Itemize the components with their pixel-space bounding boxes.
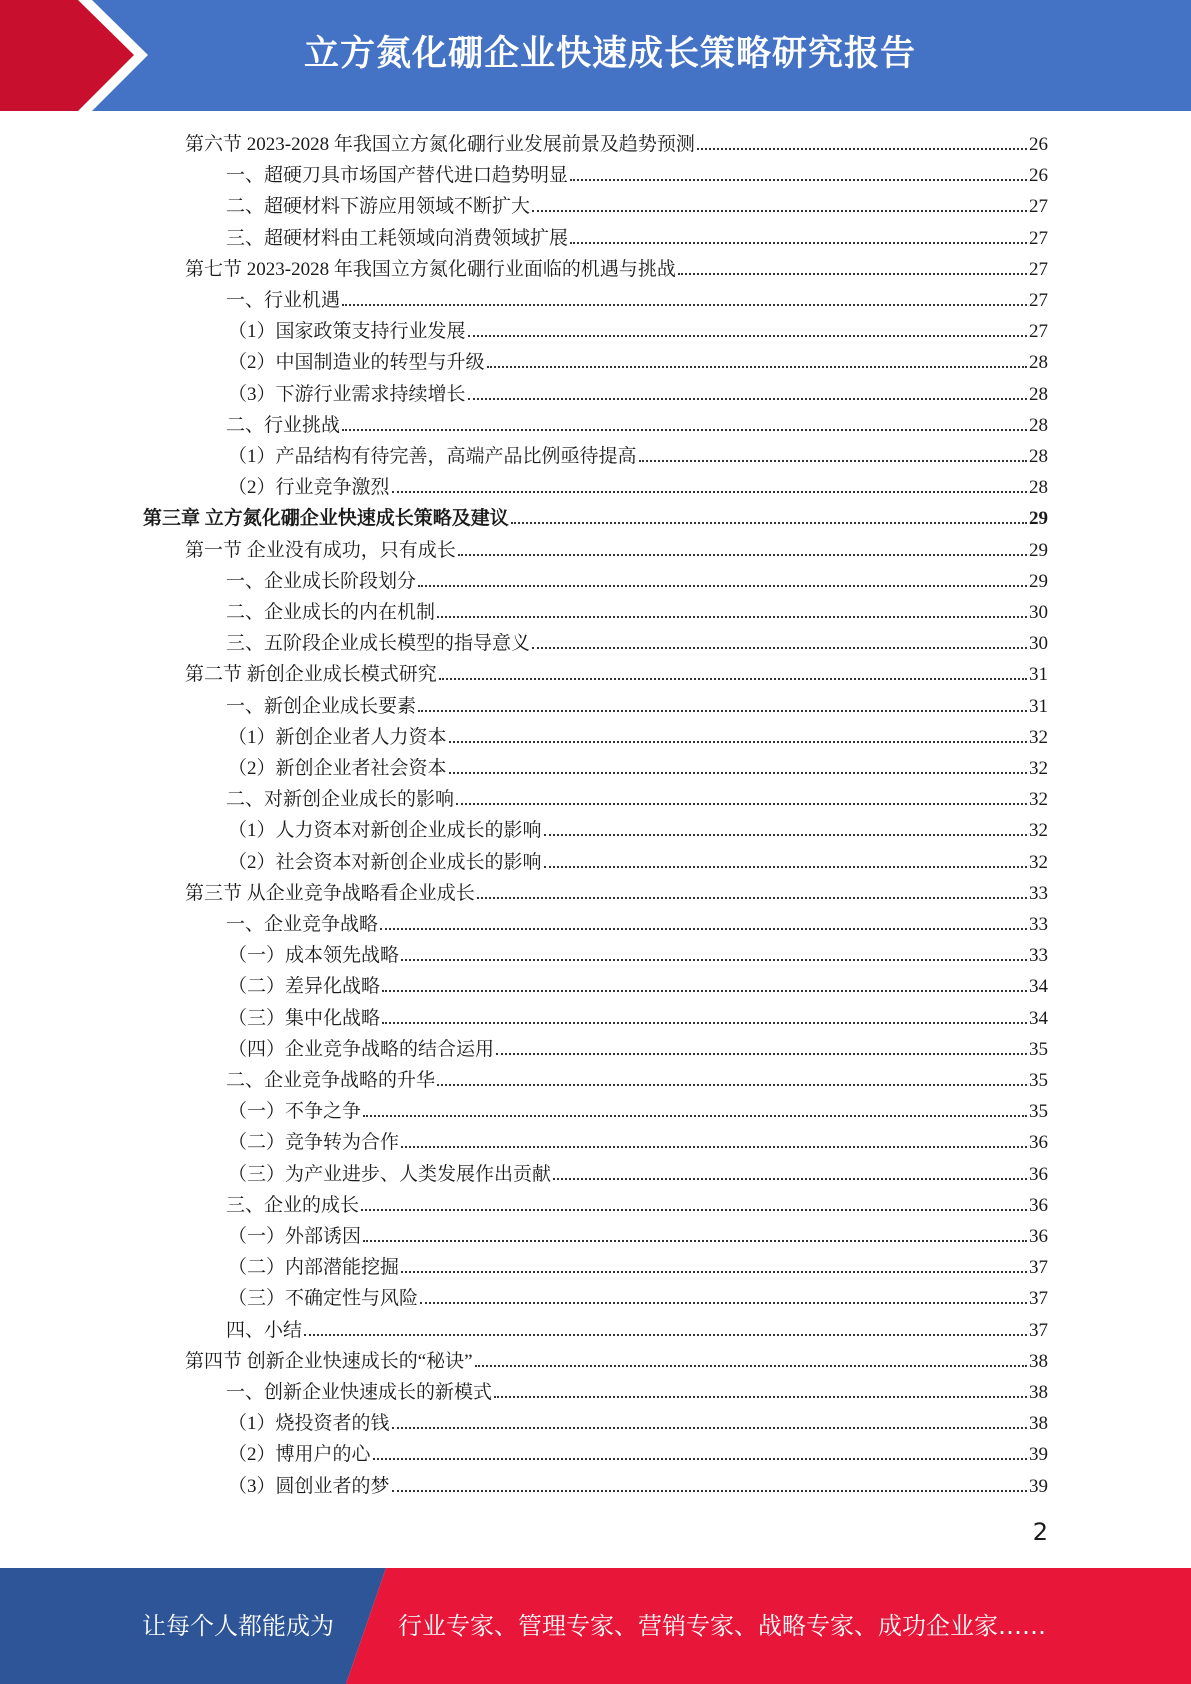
toc-entry-label: （1）新创企业者人力资本: [228, 726, 447, 748]
toc-entry-label: 第二节 新创企业成长模式研究: [185, 664, 437, 686]
toc-entry-page: 35: [1029, 1038, 1048, 1060]
toc-entry[interactable]: [228, 750, 1048, 780]
toc-entry[interactable]: [228, 812, 1048, 842]
footer-slogan-right: 行业专家、管理专家、营销专家、战略专家、成功企业家……: [398, 1612, 1046, 1640]
toc-entry[interactable]: [228, 1405, 1048, 1435]
toc-dot-leader: [475, 1365, 1027, 1367]
toc-entry-page: 33: [1029, 945, 1048, 967]
toc-dot-leader: [456, 803, 1027, 805]
toc-entry-label: 二、超硬材料下游应用领域不断扩大: [226, 196, 531, 218]
toc-entry-label: 第一节 企业没有成功，只有成长: [185, 539, 456, 561]
toc-entry-page: 39: [1029, 1444, 1048, 1466]
page-number: 2: [1032, 1518, 1048, 1546]
toc-entry[interactable]: [228, 469, 1048, 499]
toc-entry-label: （一）外部诱因: [228, 1226, 362, 1247]
toc-entry-page: 36: [1029, 1163, 1048, 1185]
toc-dot-leader: [304, 1334, 1027, 1336]
toc-entry-page: 31: [1029, 695, 1048, 717]
toc-entry-page: 33: [1029, 914, 1048, 935]
toc-entry-page: 37: [1029, 1319, 1048, 1341]
toc-dot-leader: [468, 398, 1027, 400]
toc-entry-label: 二、企业竞争战略的升华: [226, 1070, 436, 1091]
toc-entry-label: （一）成本领先战略: [228, 945, 400, 967]
toc-entry[interactable]: [228, 1124, 1048, 1154]
toc-entry[interactable]: [185, 1343, 1048, 1373]
toc-entry[interactable]: [228, 1280, 1048, 1310]
toc-dot-leader: [380, 928, 1027, 930]
toc-entry[interactable]: [226, 1187, 1048, 1217]
toc-entry-label: （三）不确定性与风险: [228, 1288, 419, 1310]
toc-entry-page: 33: [1029, 882, 1048, 904]
toc-entry-page: 27: [1029, 196, 1048, 218]
toc-entry[interactable]: [226, 1312, 1048, 1342]
toc-entry[interactable]: [226, 1062, 1048, 1092]
toc-dot-leader: [392, 491, 1027, 493]
toc-entry[interactable]: [228, 968, 1048, 998]
toc-entry-label: 一、创新企业快速成长的新模式: [226, 1382, 493, 1403]
toc-entry[interactable]: [228, 1436, 1048, 1466]
toc-entry-label: （1）产品结构有待完善，高端产品比例亟待提高: [228, 446, 637, 467]
toc-entry[interactable]: [228, 1156, 1048, 1186]
report-title: 立方氮化硼企业快速成长策略研究报告: [303, 34, 916, 74]
toc-dot-leader: [697, 148, 1027, 150]
toc-entry-label: 一、行业机遇: [226, 290, 341, 311]
toc-entry-page: 27: [1029, 258, 1048, 280]
toc-entry[interactable]: [228, 1249, 1048, 1279]
toc-dot-leader: [678, 273, 1027, 275]
toc-dot-leader: [363, 1240, 1027, 1242]
toc-entry[interactable]: [228, 313, 1048, 343]
toc-dot-leader: [511, 522, 1027, 524]
toc-entry-page: 37: [1029, 1257, 1048, 1279]
toc-entry-label: （2）新创企业者社会资本: [228, 758, 447, 779]
toc-entry-label: 三、五阶段企业成长模型的指导意义: [226, 633, 531, 655]
toc-entry[interactable]: [226, 594, 1048, 624]
toc-entry-page: 26: [1029, 134, 1048, 155]
toc-entry-label: （三）集中化战略: [228, 1007, 381, 1029]
toc-dot-leader: [420, 1302, 1027, 1304]
toc-entry-label: （二）竞争转为合作: [228, 1132, 400, 1154]
toc-entry-label: 第六节 2023-2028 年我国立方氮化硼行业发展前景及趋势预测: [185, 134, 695, 155]
toc-entry-page: 32: [1029, 820, 1048, 842]
toc-dot-leader: [437, 1084, 1027, 1086]
toc-entry[interactable]: [228, 344, 1048, 374]
toc-entry-page: 28: [1029, 352, 1048, 374]
toc-entry[interactable]: [226, 282, 1048, 312]
toc-entry[interactable]: [228, 376, 1048, 406]
toc-entry-page: 26: [1029, 165, 1048, 187]
toc-entry-page: 32: [1029, 726, 1048, 748]
toc-dot-leader: [418, 585, 1027, 587]
toc-dot-leader: [494, 1396, 1027, 1398]
toc-entry[interactable]: [228, 1468, 1048, 1498]
toc-entry-label: 第四节 创新企业快速成长的“秘诀”: [185, 1350, 473, 1372]
toc-dot-leader: [437, 616, 1027, 618]
toc-dot-leader: [570, 242, 1027, 244]
toc-entry-label: 三、企业的成长: [226, 1194, 360, 1216]
toc-entry-label: （2）行业竞争激烈: [228, 477, 390, 499]
toc-entry-label: 一、新创企业成长要素: [226, 695, 417, 717]
toc-dot-leader: [553, 1178, 1027, 1180]
toc-entry[interactable]: [228, 1218, 1048, 1248]
toc-dot-leader: [373, 1458, 1027, 1460]
toc-entry-page: 28: [1029, 383, 1048, 405]
toc-entry-page: 27: [1029, 321, 1048, 343]
toc-entry[interactable]: [226, 1374, 1048, 1404]
toc-entry-label: 二、对新创企业成长的影响: [226, 789, 455, 811]
toc-dot-leader: [382, 1022, 1027, 1024]
toc-entry-page: 38: [1029, 1382, 1048, 1403]
toc-entry[interactable]: [228, 438, 1048, 468]
toc-entry[interactable]: [226, 625, 1048, 655]
toc-entry[interactable]: [226, 563, 1048, 593]
toc-entry-label: 第七节 2023-2028 年我国立方氮化硼行业面临的机遇与挑战: [185, 258, 676, 280]
toc-entry-label: 四、小结: [226, 1319, 303, 1341]
toc-entry-label: （一）不争之争: [228, 1101, 362, 1123]
toc-dot-leader: [532, 647, 1027, 649]
toc-entry-page: 30: [1029, 633, 1048, 655]
toc-entry[interactable]: [185, 126, 1048, 156]
toc-entry-page: 29: [1029, 508, 1048, 530]
toc-entry-page: 36: [1029, 1132, 1048, 1154]
toc-dot-leader: [342, 429, 1027, 431]
toc-entry-label: （3）圆创业者的梦: [228, 1475, 390, 1497]
toc-dot-leader: [439, 678, 1027, 680]
toc-dot-leader: [392, 1490, 1027, 1492]
toc-dot-leader: [401, 1271, 1027, 1273]
toc-entry-label: （二）内部潜能挖掘: [228, 1257, 400, 1279]
toc-entry[interactable]: [228, 844, 1048, 874]
toc-entry-label: （1）人力资本对新创企业成长的影响: [228, 820, 542, 842]
header-arrow-decoration: [0, 0, 160, 111]
toc-dot-leader: [458, 554, 1027, 556]
toc-dot-leader: [342, 304, 1027, 306]
toc-entry-label: （三）为产业进步、人类发展作出贡献: [228, 1163, 552, 1185]
toc-dot-leader: [468, 335, 1027, 337]
toc-dot-leader: [392, 1427, 1027, 1429]
toc-entry[interactable]: [226, 157, 1048, 187]
toc-dot-leader: [449, 772, 1027, 774]
toc-entry-page: 28: [1029, 414, 1048, 436]
footer-slogan-left: 让每个人都能成为: [142, 1612, 334, 1640]
toc-dot-leader: [449, 741, 1027, 743]
toc-entry[interactable]: [226, 188, 1048, 218]
toc-dot-leader: [496, 1053, 1027, 1055]
toc-dot-leader: [401, 959, 1027, 961]
toc-entry-page: 38: [1029, 1350, 1048, 1372]
toc-entry[interactable]: [228, 1000, 1048, 1030]
toc-dot-leader: [570, 179, 1027, 181]
toc-dot-leader: [487, 366, 1027, 368]
toc-entry-label: 二、行业挑战: [226, 414, 341, 436]
toc-dot-leader: [401, 1146, 1027, 1148]
toc-dot-leader: [363, 1115, 1027, 1117]
toc-entry-page: 37: [1029, 1288, 1048, 1310]
toc-entry[interactable]: [185, 251, 1048, 281]
toc-entry[interactable]: [226, 407, 1048, 437]
toc-entry-label: 一、超硬刀具市场国产替代进口趋势明显: [226, 165, 569, 187]
toc-entry-page: 31: [1029, 664, 1048, 686]
toc-entry-page: 34: [1029, 976, 1048, 998]
toc-entry[interactable]: [228, 1093, 1048, 1123]
toc-entry[interactable]: [226, 906, 1048, 936]
toc-entry-page: 35: [1029, 1070, 1048, 1091]
header-banner: [0, 0, 1191, 111]
toc-entry-label: （3）下游行业需求持续增长: [228, 383, 466, 405]
toc-entry-page: 32: [1029, 851, 1048, 873]
toc-entry-page: 28: [1029, 446, 1048, 467]
toc-entry-page: 30: [1029, 602, 1048, 623]
toc-entry-label: 三、超硬材料由工耗领域向消费领域扩展: [226, 227, 569, 249]
toc-entry-label: （2）社会资本对新创企业成长的影响: [228, 851, 542, 873]
toc-entry-label: 第三章 立方氮化硼企业快速成长策略及建议: [143, 508, 509, 530]
toc-entry[interactable]: [228, 937, 1048, 967]
toc-entry[interactable]: [185, 875, 1048, 905]
toc-entry-label: （四）企业竞争战略的结合运用: [228, 1038, 495, 1060]
toc-entry-page: 36: [1029, 1226, 1048, 1247]
toc-dot-leader: [477, 897, 1027, 899]
toc-entry-page: 36: [1029, 1194, 1048, 1216]
toc-entry-page: 27: [1029, 227, 1048, 249]
toc-entry-page: 29: [1029, 570, 1048, 592]
toc-entry-page: 32: [1029, 789, 1048, 811]
toc-entry[interactable]: [228, 719, 1048, 749]
toc-entry-page: 38: [1029, 1413, 1048, 1435]
toc-entry[interactable]: [143, 500, 1048, 530]
toc-entry-label: （2）中国制造业的转型与升级: [228, 352, 485, 374]
footer-banner: [0, 1568, 1191, 1684]
toc-entry-page: 29: [1029, 539, 1048, 561]
toc-entry-label: 一、企业成长阶段划分: [226, 570, 417, 592]
toc-entry[interactable]: [226, 781, 1048, 811]
toc-entry-label: （二）差异化战略: [228, 976, 381, 998]
toc-dot-leader: [544, 866, 1027, 868]
toc-entry-label: 第三节 从企业竞争战略看企业成长: [185, 882, 475, 904]
toc-entry[interactable]: [185, 532, 1048, 562]
toc-entry[interactable]: [228, 1031, 1048, 1061]
toc-entry-page: 27: [1029, 290, 1048, 311]
toc-entry-label: 二、企业成长的内在机制: [226, 602, 436, 623]
toc-entry-label: （1）国家政策支持行业发展: [228, 321, 466, 343]
toc-entry-page: 39: [1029, 1475, 1048, 1497]
toc-dot-leader: [418, 710, 1027, 712]
toc-dot-leader: [382, 990, 1027, 992]
toc-entry-label: （1）烧投资者的钱: [228, 1413, 390, 1435]
toc-entry-page: 34: [1029, 1007, 1048, 1029]
toc-dot-leader: [532, 210, 1027, 212]
toc-entry-page: 28: [1029, 477, 1048, 499]
toc-dot-leader: [544, 834, 1027, 836]
toc-entry[interactable]: [226, 688, 1048, 718]
toc-entry-page: 35: [1029, 1101, 1048, 1123]
toc-entry-label: （2）博用户的心: [228, 1444, 371, 1466]
toc-entry-page: 32: [1029, 758, 1048, 779]
toc-dot-leader: [361, 1209, 1027, 1211]
toc-dot-leader: [639, 460, 1027, 462]
toc-entry[interactable]: [185, 656, 1048, 686]
toc-entry[interactable]: [226, 220, 1048, 250]
toc-entry-label: 一、企业竞争战略: [226, 914, 379, 935]
